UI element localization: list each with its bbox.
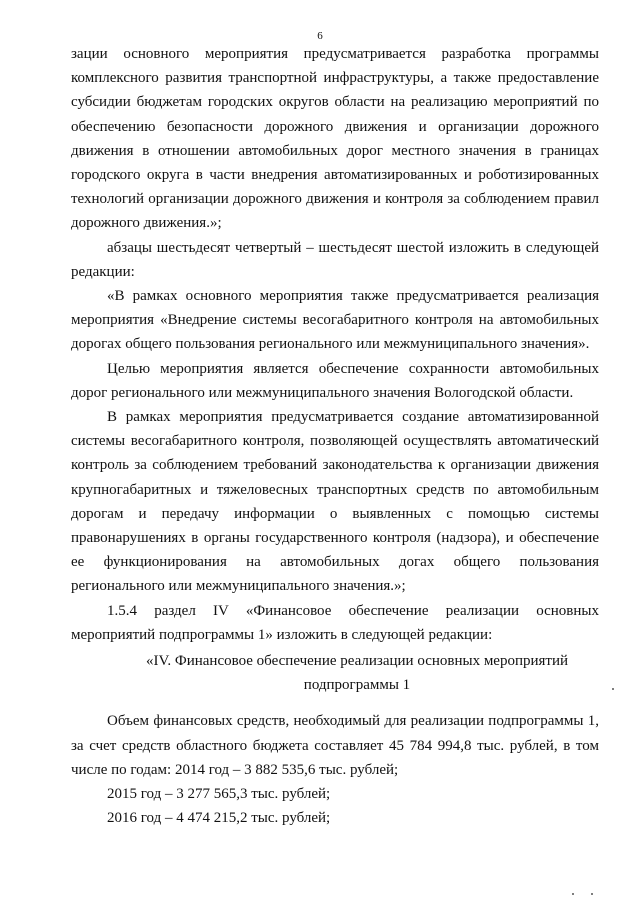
year-2015-line: 2015 год – 3 277 565,3 тыс. рублей; — [107, 786, 331, 803]
paragraph-measure-description: В рамках мероприятия предусматривается создание автоматизированной системы весогабаритного контроля, позволяющей осуществлять автоматический контроль за соблюдением требований законодательства к организации движения крупногабаритных и тяжеловесных транспортных средств по автомобильным дорогам и передачу информации о выявленных с помощью системы правонарушениях в органы государственного контроля (надзора), и обеспечение ее функционирования на автомобильных догах общего пользования регионального или межмуниципального значения.»; — [71, 409, 599, 595]
paragraph-amendment-instruction: абзацы шестьдесят четвертый – шестьдесят шестой изложить в следующей редакции: — [71, 239, 599, 280]
scan-speck — [591, 893, 593, 895]
paragraph-quoted-measure: «В рамках основного мероприятия также предусматривается реализация мероприятия «Внедрение системы весогабаритного контроля на автомобильных дорогах общего пользования регионального или межмуниципального значения». — [71, 288, 599, 353]
paragraph-funding-volume: Объем финансовых средств, необходимый для реализации подпрограммы 1, за счет средств областного бюджета составляет 45 784 994,8 тыс. рублей, в том числе по годам: 2014 год – 3 882 535,6 тыс. рублей; — [71, 713, 599, 778]
scan-speck — [612, 688, 614, 690]
scan-speck — [572, 893, 574, 895]
paragraph-continuation: зации основного мероприятия предусматривается разработка программы комплексного развития транспортной инфраструктуры, а также предоставление субсидии бюджетам городских округов области на реализацию мероприятий по обеспечению безопасности дорожного движения и организации дорожного движения в отношении автомобильных дорог местного значения в границах городского округа в части внедрения автоматизированных и роботизированных технологий организации дорожного движения и контроля за соблюдением правил дорожного движения.»; — [71, 46, 599, 232]
section-heading: «IV. Финансовое обеспечение реализации основных мероприятий подпрограммы 1 — [145, 653, 569, 694]
paragraph-measure-goal: Целью мероприятия является обеспечение сохранности автомобильных дорог регионального или межмуниципального значения Вологодской области. — [71, 360, 599, 401]
year-2016-line: 2016 год – 4 474 215,2 тыс. рублей; — [107, 810, 331, 827]
document-body — [71, 42, 599, 831]
page-number: 6 — [317, 30, 323, 42]
paragraph-section-instruction: 1.5.4 раздел IV «Финансовое обеспечение реализации основных мероприятий подпрограммы 1» изложить в следующей редакции: — [71, 602, 599, 643]
